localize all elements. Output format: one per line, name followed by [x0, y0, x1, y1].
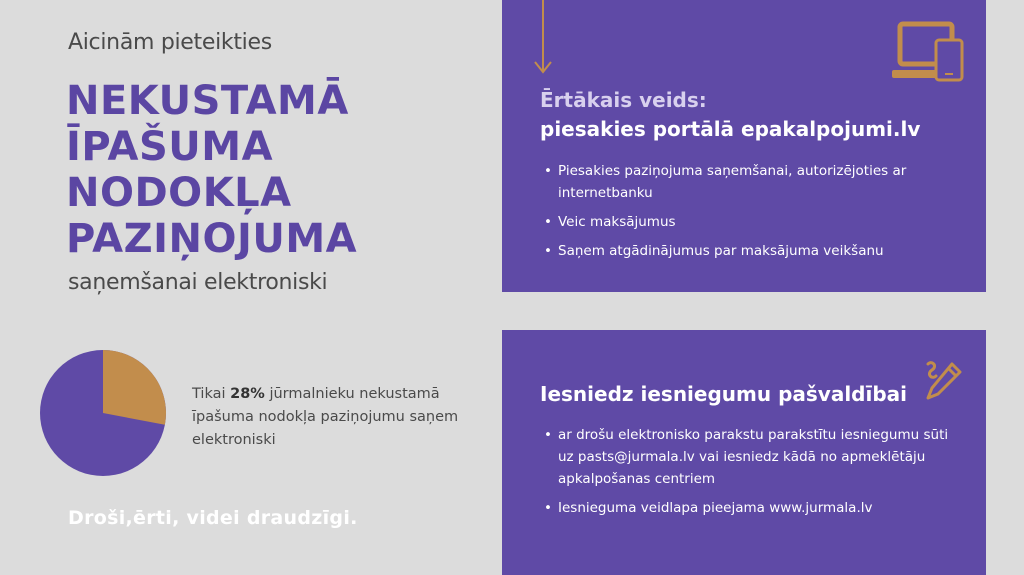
stat-percent: 28% — [230, 386, 265, 402]
stat-prefix: Tikai — [192, 386, 226, 402]
stat-suffix: jūrmalnieku nekustamā īpašuma nodokļa paziņojumu saņem elektroniski — [192, 386, 459, 448]
headline-line: ĪPAŠUMA — [66, 124, 274, 170]
headline-line: NEKUSTAMĀ — [66, 78, 349, 124]
portal-title-lead: Ērtākais veids: — [540, 88, 707, 112]
application-list — [544, 424, 956, 526]
pie-slice-electronic — [103, 350, 166, 425]
portal-title-main: piesakies portālā epakalpojumi.lv — [540, 117, 921, 141]
subline-text: saņemšanai elektroniski — [68, 270, 328, 295]
pen-icon — [922, 358, 964, 402]
intro-text: Aicinām pieteikties — [68, 30, 272, 55]
devices-icon — [892, 20, 964, 82]
headline — [66, 78, 357, 262]
arrow-down-icon — [532, 0, 556, 76]
stat-text — [192, 383, 472, 452]
headline-line: NODOKĻA — [66, 170, 292, 216]
list-item: • Piesakies paziņojuma saņemšanai, autorizējoties ar internetbanku — [544, 160, 956, 204]
portal-list — [544, 160, 956, 269]
headline-line: PAZIŅOJUMA — [66, 216, 358, 262]
list-item: • Veic maksājumus — [544, 211, 956, 233]
slogan: Droši,ērti, videi draudzīgi. — [68, 507, 358, 529]
list-item: • ar drošu elektronisko parakstu parakstītu iesniegumu sūti uz pasts@jurmala.lv vai iesniedz kādā no apmeklētāju apkalpošanas centriem — [544, 424, 956, 490]
list-item: • Iesnieguma veidlapa pieejama www.jurmala.lv — [544, 497, 956, 519]
list-item: • Saņem atgādinājumus par maksājuma veikšanu — [544, 240, 956, 262]
application-panel — [502, 330, 986, 575]
pie-chart — [38, 348, 168, 478]
application-title: Iesniedz iesniegumu pašvaldībai — [540, 382, 908, 406]
portal-panel — [502, 0, 986, 292]
portal-title — [540, 86, 920, 144]
